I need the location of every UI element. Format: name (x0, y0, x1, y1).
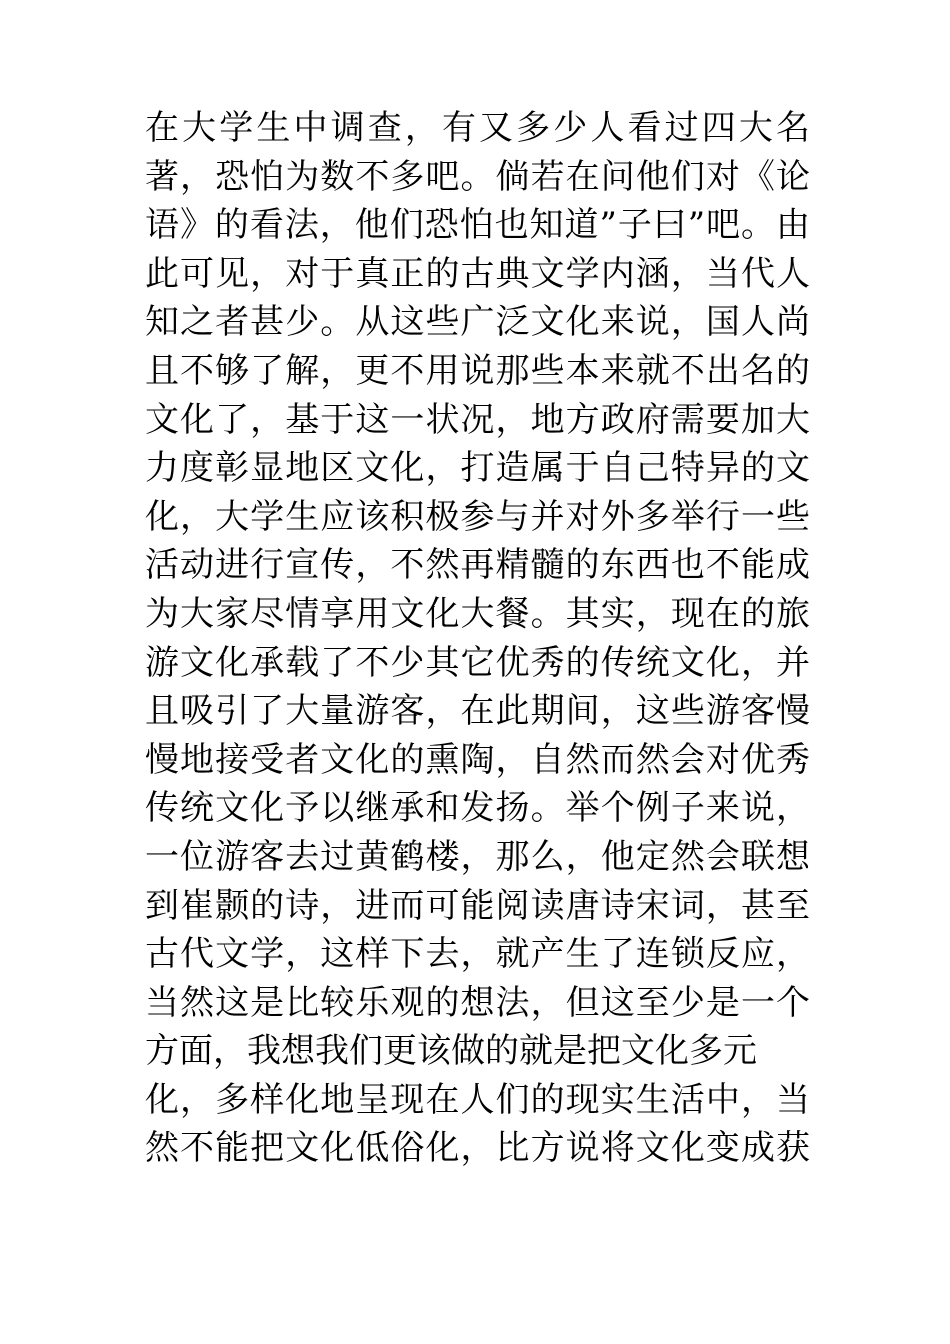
text-line-14: 慢地接受者文化的熏陶，自然而然会对优秀 (145, 739, 810, 780)
text-line-1: 在大学生中调查，有又多少人看过四大名 (145, 108, 810, 148)
text-line-3: 语》的看法，他们恐怕也知道”子曰”吧。由 (145, 205, 810, 246)
body-text (145, 104, 810, 1173)
text-line-12: 游文化承载了不少其它优秀的传统文化，并 (145, 642, 810, 683)
text-line-6: 且不够了解，更不用说那些本来就不出名的 (145, 350, 810, 391)
text-line-11: 为大家尽情享用文化大餐。其实，现在的旅 (145, 593, 810, 634)
text-line-22: 然不能把文化低俗化，比方说将文化变成获 (145, 1128, 810, 1169)
text-line-17: 到崔颢的诗，进而可能阅读唐诗宋词，甚至 (145, 885, 810, 926)
text-line-8: 力度彰显地区文化，打造属于自己特异的文 (145, 448, 810, 489)
text-line-5: 知之者甚少。从这些广泛文化来说，国人尚 (145, 302, 810, 343)
text-line-18: 古代文学，这样下去，就产生了连锁反应， (145, 934, 810, 975)
text-line-16: 一位游客去过黄鹤楼，那么，他定然会联想 (145, 836, 810, 877)
text-line-9: 化，大学生应该积极参与并对外多举行一些 (145, 496, 810, 537)
text-line-15: 传统文化予以继承和发扬。举个例子来说， (145, 788, 810, 829)
text-line-7: 文化了，基于这一状况，地方政府需要加大 (145, 399, 810, 440)
text-line-10: 活动进行宣传，不然再精髓的东西也不能成 (145, 545, 810, 586)
text-line-19: 当然这是比较乐观的想法，但这至少是一个 (145, 982, 810, 1023)
text-line-2: 著，恐怕为数不多吧。倘若在问他们对《论 (145, 156, 810, 197)
text-line-4: 此可见，对于真正的古典文学内涵，当代人 (145, 253, 810, 294)
text-line-20: 方面，我想我们更该做的就是把文化多元 (145, 1031, 757, 1072)
text-line-13: 且吸引了大量游客，在此期间，这些游客慢 (145, 691, 810, 732)
text-line-21: 化，多样化地呈现在人们的现实生活中，当 (145, 1079, 810, 1120)
